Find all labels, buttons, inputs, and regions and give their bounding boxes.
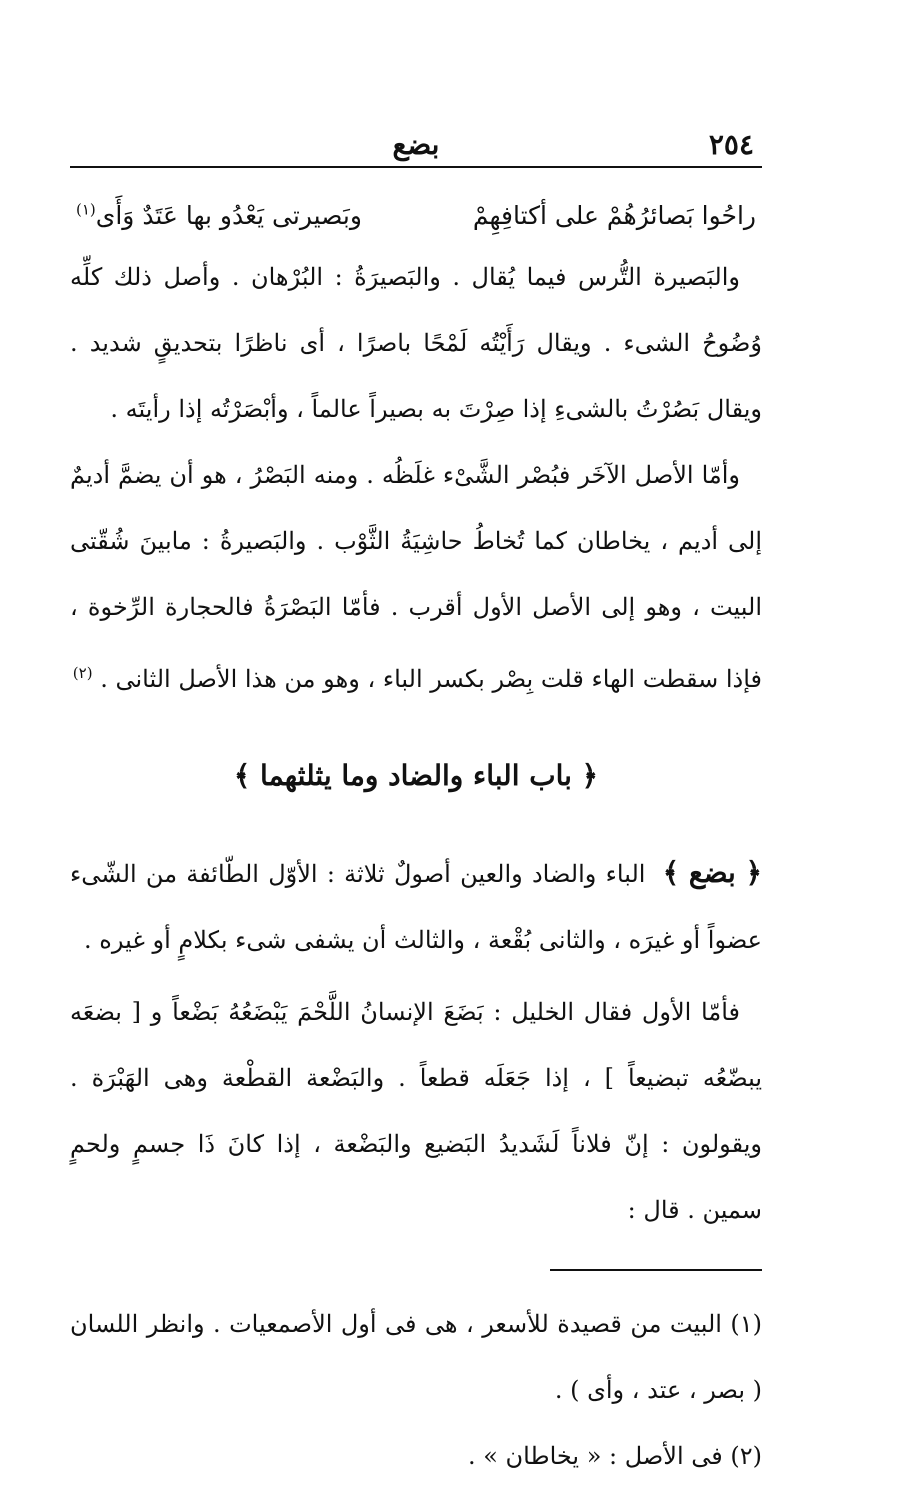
poem-left-hemistich: وبَصيرتى يَعْدُو بها عَتَدٌ وَأَى [95, 201, 362, 230]
footnote-1: (١) البيت من قصيدة للأسعر ، هى فى أول الأصمعيات . وانظر اللسان ( بصر ، عتد ، وأى ) . [70, 1310, 762, 1404]
paragraph-basr-text: وأمّا الأصل الآخَر فبُصْر الشَّىْء غلَظُه . ومنه البَصْرُ ، هو أن يضمَّ أديمٌ إلى أديم ، يخاطان كما تُخاطُ حاشِيَةُ الثَّوْب . والبَصيرةُ : مابينَ شُقّتى البيت ، وهو إلى الأصل الأول أقرب . فأمّا البَصْرَةُ فالحجارة الرِّخوة ، فإذا سقطت الهاء قلت بِصْر بكسر الباء ، وهو من هذا الأصل الثانى . [70, 461, 762, 693]
poem-verse [70, 196, 762, 236]
footnote-2: (٢) فى الأصل : « يخاطان » . [467, 1442, 762, 1470]
entry-head: ﴿ بضع ﴾ [662, 856, 762, 889]
footnotes [70, 1291, 762, 1489]
footnote-divider [550, 1269, 762, 1271]
paragraph-basira: والبَصيرة التُّرس فيما يُقال . والبَصيرَةُ : البُرْهان . وأصل ذلك كلِّه وُضُوحُ الشىء . ويقال رَأَيْتُه لَمْحًا باصرًا ، أى ناظرًا بتحديقٍ شديد . ويقال بَصُرْتُ بالشىءِ إذا صِرْتَ به بصيراً عالماً ، وأبْصَرْتُه إذا رأيتَه . [70, 263, 762, 423]
poem-right-hemistich: راحُوا بَصائرُهُمْ على أكتافِهِمْ [472, 201, 756, 230]
page-header [70, 120, 762, 168]
page-number: ٢٥٤ [708, 128, 754, 161]
running-head: بضع [392, 128, 440, 161]
footnote-marker-2: (٢) [72, 664, 93, 682]
section-title: ﴿ باب الباء والضاد وما يثلثهما ﴾ [233, 759, 599, 792]
poem-left-hemistich-wrap [76, 196, 362, 236]
footnote-marker-1: (١) [76, 200, 96, 219]
entry-intro-text: الباء والضاد والعين أصولٌ ثلاثة : الأوّل الطّائفة من الشّىء عضواً أو غيرَه ، والثانى بُقْعة ، والثالث أن يشفى شىء بكلامٍ أو غيره . [70, 860, 762, 954]
book-page [70, 120, 762, 1470]
paragraph-khalil: فأمّا الأول فقال الخليل : بَضَعَ الإنسانُ اللَّحْمَ يَبْضَعُهُ بَضْعاً و [ بضعَه يبضّعُه تبضيعاً ] ، إذا جَعَلَه قطعاً . والبَضْعة القطْعة وهى الهَبْرَة . ويقولون : إنّ فلاناً لَشَديدُ البَضيع والبَضْعة ، إذا كانَ ذَا جسمٍ ولحمٍ سمين . قال : [70, 998, 762, 1224]
paragraph-basr [70, 442, 762, 712]
paragraph-entry-bada [70, 840, 762, 973]
